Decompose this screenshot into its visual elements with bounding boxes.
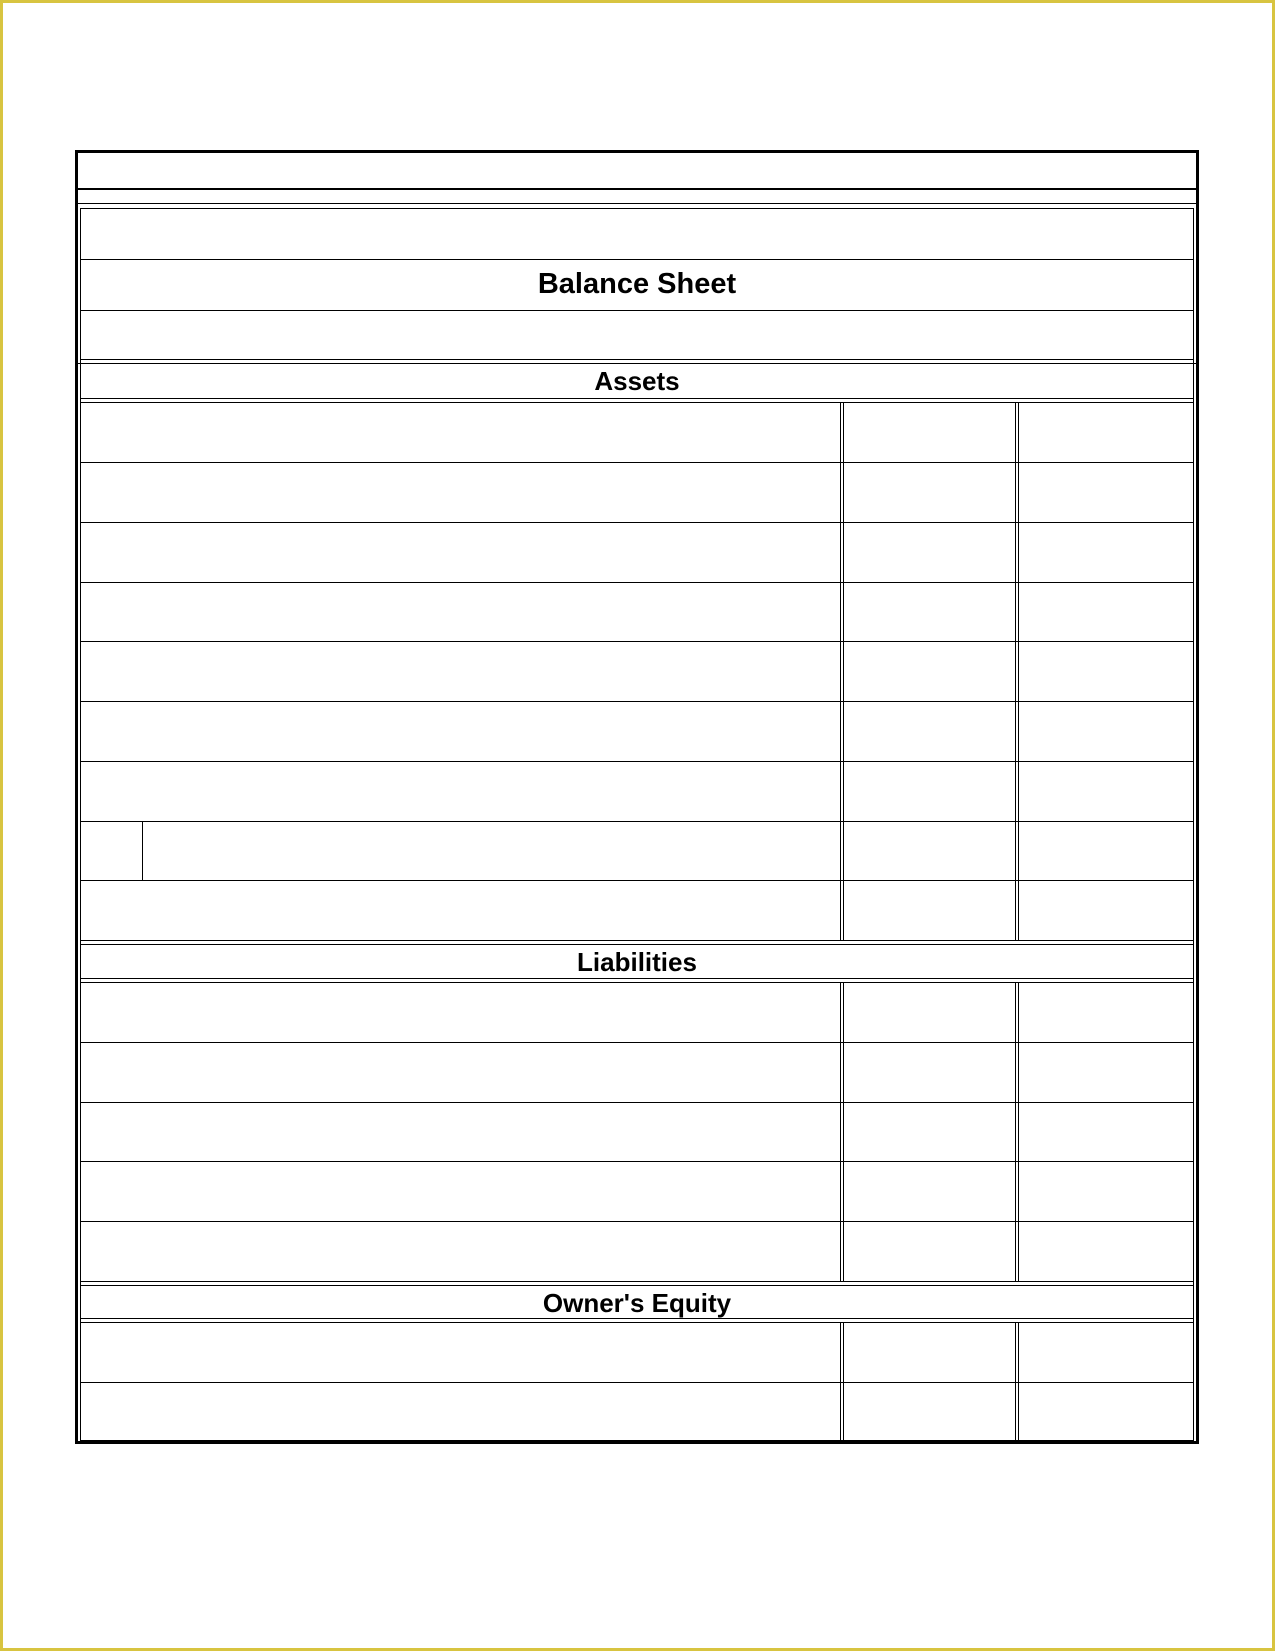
page-title: Balance Sheet: [537, 268, 737, 300]
amount-field[interactable]: [844, 1323, 1015, 1382]
amount-field[interactable]: [844, 403, 1015, 462]
line-item-field[interactable]: [81, 822, 840, 880]
total-field[interactable]: [1019, 1383, 1193, 1440]
column-divider: [840, 1322, 841, 1440]
amount-field[interactable]: [844, 1162, 1015, 1221]
amount-field[interactable]: [844, 881, 1015, 940]
column-divider: [1015, 1322, 1016, 1440]
line-item-field[interactable]: [81, 403, 840, 462]
line-item-field[interactable]: [81, 583, 840, 641]
total-field[interactable]: [1019, 983, 1193, 1042]
amount-field[interactable]: [844, 1103, 1015, 1161]
total-field[interactable]: [1019, 762, 1193, 821]
amount-field[interactable]: [844, 642, 1015, 701]
total-field[interactable]: [1019, 1103, 1193, 1161]
table-row-line: [80, 1281, 1194, 1282]
total-field[interactable]: [1019, 642, 1193, 701]
line-item-field[interactable]: [81, 1323, 840, 1382]
amount-field[interactable]: [844, 583, 1015, 641]
header-box-bottom: [80, 359, 1194, 360]
amount-field[interactable]: [844, 1383, 1015, 1440]
column-divider: [1015, 982, 1016, 1281]
amount-field[interactable]: [844, 1043, 1015, 1102]
header-divider: [76, 203, 1198, 204]
section-band-line: [80, 978, 1194, 979]
total-field[interactable]: [1019, 1162, 1193, 1221]
line-item-field[interactable]: [81, 983, 840, 1042]
total-field[interactable]: [1019, 1043, 1193, 1102]
total-field[interactable]: [1019, 463, 1193, 522]
header-row-line: [80, 259, 1194, 260]
amount-field[interactable]: [844, 523, 1015, 582]
column-divider: [840, 982, 841, 1281]
line-item-field[interactable]: [81, 1103, 840, 1161]
table-row-line: [80, 1440, 1194, 1441]
line-item-field[interactable]: [81, 702, 840, 761]
amount-field[interactable]: [844, 1222, 1015, 1281]
column-divider: [840, 402, 841, 940]
date-field[interactable]: [81, 311, 1193, 359]
section-title-equity: Owner's Equity: [542, 1288, 732, 1318]
line-item-field[interactable]: [81, 762, 840, 821]
total-field[interactable]: [1019, 1323, 1193, 1382]
company-name-field[interactable]: [81, 209, 1193, 259]
section-band-line: [80, 1318, 1194, 1319]
total-field[interactable]: [1019, 523, 1193, 582]
section-title-liabilities: Liabilities: [577, 947, 697, 977]
line-item-field[interactable]: [81, 1162, 840, 1221]
line-item-field[interactable]: [81, 881, 840, 940]
total-field[interactable]: [1019, 881, 1193, 940]
section-title-assets: Assets: [594, 366, 680, 396]
total-field[interactable]: [1019, 1222, 1193, 1281]
line-item-field[interactable]: [81, 1043, 840, 1102]
line-item-field[interactable]: [81, 1222, 840, 1281]
total-field[interactable]: [1019, 822, 1193, 880]
total-field[interactable]: [1019, 403, 1193, 462]
table-row-line: [80, 940, 1194, 941]
amount-field[interactable]: [844, 762, 1015, 821]
amount-field[interactable]: [844, 822, 1015, 880]
line-item-field[interactable]: [81, 642, 840, 701]
header-divider: [76, 188, 1198, 190]
column-divider: [1015, 402, 1016, 940]
section-band-line: [80, 398, 1194, 399]
line-item-field[interactable]: [81, 523, 840, 582]
line-item-field[interactable]: [81, 463, 840, 522]
amount-field[interactable]: [844, 463, 1015, 522]
line-item-field[interactable]: [81, 1383, 840, 1440]
amount-field[interactable]: [844, 983, 1015, 1042]
total-field[interactable]: [1019, 583, 1193, 641]
amount-field[interactable]: [844, 702, 1015, 761]
total-field[interactable]: [1019, 702, 1193, 761]
